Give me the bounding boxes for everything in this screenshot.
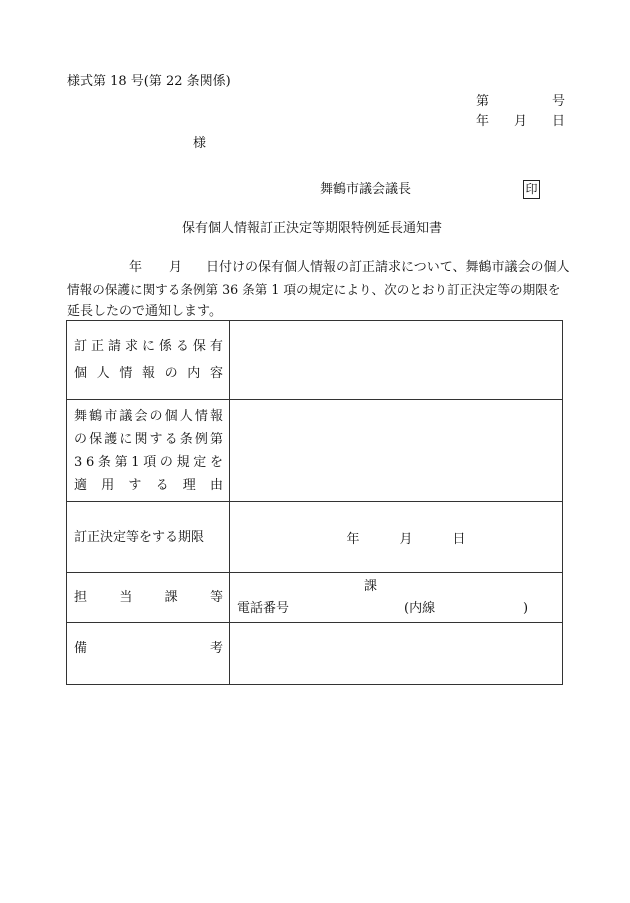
- label-char: 関: [134, 431, 148, 447]
- label-char: 第: [209, 431, 223, 447]
- label-char: 条: [97, 454, 111, 470]
- value-department[interactable]: [230, 573, 563, 623]
- doc-number-go: 号: [552, 94, 566, 109]
- label-line: [74, 428, 223, 451]
- label-char: 舞: [74, 408, 88, 424]
- body-line-1: [67, 257, 570, 279]
- label-line: [74, 584, 223, 611]
- body-line-3: 延長したので通知します。: [67, 304, 222, 319]
- value-personal-info[interactable]: [230, 321, 563, 400]
- label-line: [74, 405, 223, 428]
- row-department: [67, 573, 563, 623]
- label-char: の: [159, 454, 173, 470]
- form-table: [66, 320, 563, 685]
- label-line: [74, 333, 223, 360]
- department-ka: 課: [364, 579, 378, 594]
- label-char: 求: [124, 339, 138, 354]
- addressee-suffix: 様: [193, 136, 207, 151]
- doc-date-year: 年: [476, 114, 490, 129]
- label-char: 備: [74, 641, 88, 656]
- document-title: 保有個人情報訂正決定等期限特例延長通知書: [182, 221, 443, 236]
- label-char: 課: [164, 590, 178, 605]
- body-line-2: 情報の保護に関する条例第 36 条第 1 項の規定により、次のとおり訂正決定等の期限を: [67, 282, 561, 297]
- label-line: [74, 474, 223, 497]
- label-char: 当: [119, 590, 133, 605]
- phone-label: 電話番号: [237, 601, 290, 616]
- row-reason: [67, 400, 563, 502]
- label-char: 人: [96, 366, 110, 381]
- label-char: 例: [194, 431, 208, 447]
- label-char: の: [164, 366, 178, 381]
- label-char: 護: [104, 431, 118, 447]
- label-char: 1: [131, 454, 140, 470]
- form-number: 様式第 18 号(第 22 条関係): [67, 74, 231, 89]
- doc-date-month: 月: [514, 114, 528, 129]
- body-month: 月: [169, 260, 183, 275]
- label-char: 情: [119, 366, 133, 381]
- label-line: [74, 451, 223, 474]
- label-char: 人: [179, 408, 193, 424]
- label-char: 議: [119, 408, 133, 424]
- label-char: 保: [89, 431, 103, 447]
- label-char: の: [74, 431, 88, 447]
- deadline-month: 月: [399, 531, 413, 547]
- label-line: 訂正決定等をする期限: [74, 529, 205, 545]
- label-char: 鶴: [89, 408, 103, 424]
- label-char: 個: [164, 408, 178, 424]
- row-deadline: [67, 502, 563, 573]
- label-char: る: [175, 339, 189, 354]
- label-char: 個: [74, 366, 88, 381]
- label-reason: [67, 400, 230, 502]
- label-char: 等: [209, 590, 223, 605]
- label-char: 由: [209, 477, 223, 493]
- label-char: 3: [74, 454, 83, 470]
- label-char: 保: [192, 339, 206, 354]
- deadline-year: 年: [346, 531, 360, 547]
- label-char: 会: [134, 408, 148, 424]
- label-char: 内: [187, 366, 201, 381]
- deadline-date: [230, 528, 562, 547]
- label-char: す: [128, 477, 142, 493]
- label-char: 規: [176, 454, 190, 470]
- label-char: す: [149, 431, 163, 447]
- doc-date-day: 日: [552, 114, 566, 129]
- label-char: る: [164, 431, 178, 447]
- label-char: 報: [141, 366, 155, 381]
- label-line: [74, 360, 223, 387]
- extension-close: ): [523, 601, 529, 616]
- label-char: 項: [143, 454, 157, 470]
- body-line-1-rest: 日付けの保有個人情報の訂正請求について、舞鶴市議会の個人: [206, 260, 570, 275]
- doc-number-dai: 第: [476, 94, 490, 109]
- label-char: 条: [179, 431, 193, 447]
- label-char: に: [141, 339, 155, 354]
- label-char: 適: [74, 477, 88, 493]
- extension-open: (内線: [404, 601, 436, 616]
- label-char: 担: [74, 590, 88, 605]
- label-remarks: [67, 623, 230, 685]
- label-char: 市: [104, 408, 118, 424]
- label-line: [74, 641, 223, 657]
- issuer-name: 舞鶴市議会議長: [320, 182, 412, 197]
- label-department: [67, 573, 230, 623]
- label-char: 考: [209, 641, 223, 656]
- label-char: に: [119, 431, 133, 447]
- deadline-day: 日: [452, 531, 466, 547]
- label-char: る: [155, 477, 169, 493]
- row-personal-info: [67, 321, 563, 400]
- label-char: 正: [90, 339, 104, 354]
- label-personal-info: [67, 321, 230, 400]
- label-char: 情: [194, 408, 208, 424]
- label-char: を: [209, 454, 223, 470]
- label-char: 理: [182, 477, 196, 493]
- body-paragraph: [67, 257, 570, 323]
- label-char: 訂: [74, 339, 88, 354]
- label-char: 用: [101, 477, 115, 493]
- label-deadline: [67, 502, 230, 573]
- label-char: 報: [209, 408, 223, 424]
- label-char: 請: [107, 339, 121, 354]
- label-char: 第: [114, 454, 128, 470]
- label-char: 6: [85, 454, 95, 470]
- label-char: 定: [193, 454, 207, 470]
- label-char: の: [149, 408, 163, 424]
- seal-stamp: 印: [523, 180, 540, 199]
- label-char: 係: [158, 339, 172, 354]
- label-char: 容: [209, 366, 223, 381]
- row-remarks: [67, 623, 563, 685]
- value-remarks[interactable]: [230, 623, 563, 685]
- value-reason[interactable]: [230, 400, 563, 502]
- label-char: 有: [209, 339, 223, 354]
- body-year: 年: [129, 260, 143, 275]
- value-deadline[interactable]: [230, 502, 563, 573]
